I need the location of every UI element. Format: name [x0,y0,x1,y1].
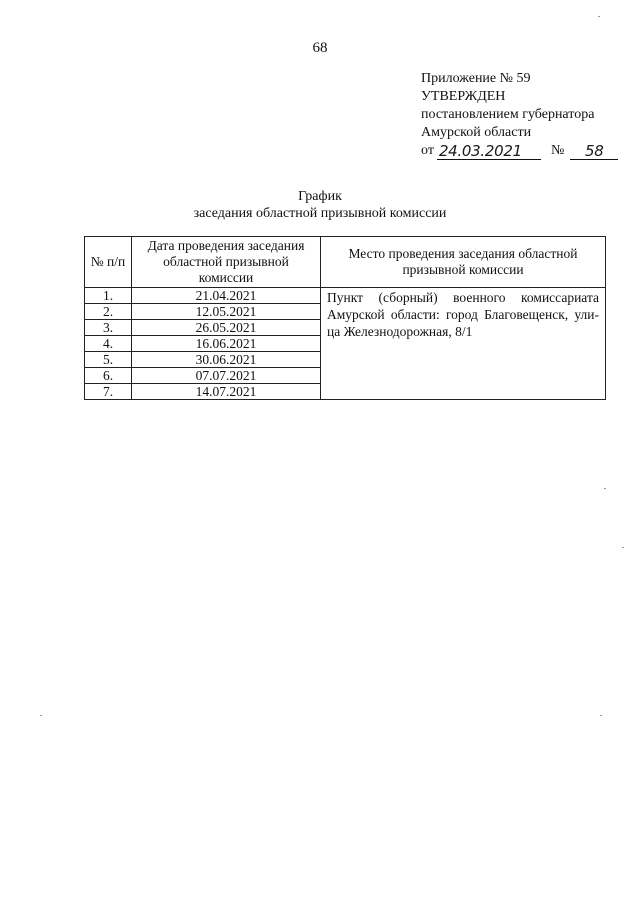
row-num: 3. [85,320,132,336]
date-number-line [421,142,618,160]
resolution-label: постановлением губернатора [421,107,595,122]
scan-speck [598,16,600,17]
row-num: 1. [85,288,132,304]
row-date: 26.05.2021 [132,320,321,336]
row-date: 14.07.2021 [132,384,321,400]
row-num: 6. [85,368,132,384]
header-place: Место проведения заседания областной призывной комиссии [321,237,606,288]
place-cell: Пункт (сборный) военного комиссариата Амурской области: город Благовещенск, ули-ца Железнодорожная, 8/1 [321,288,606,400]
table-header-row [85,237,606,288]
row-date: 30.06.2021 [132,352,321,368]
title-line-2: заседания областной призывной комиссии [193,206,447,221]
header-date: Дата проведения заседания областной призывной комиссии [132,237,321,288]
header-num: № п/п [85,237,132,288]
row-num: 5. [85,352,132,368]
page-number: 68 [312,40,328,56]
row-date: 12.05.2021 [132,304,321,320]
scan-speck [40,715,42,716]
scan-speck [622,547,624,548]
region-label: Амурской области [421,125,532,140]
scan-speck [600,715,602,716]
title-line-1: График [298,189,342,204]
handwritten-date: 24.03.2021 [437,143,541,160]
row-date: 16.06.2021 [132,336,321,352]
row-num: 4. [85,336,132,352]
row-num: 7. [85,384,132,400]
approved-label: УТВЕРЖДЕН [421,89,506,104]
row-date: 21.04.2021 [132,288,321,304]
row-date: 07.07.2021 [132,368,321,384]
schedule-table [84,236,606,400]
row-num: 2. [85,304,132,320]
handwritten-number: 58 [570,143,618,160]
appendix-label: Приложение № 59 [421,71,531,86]
document-title [0,188,640,222]
table-row [85,288,606,304]
approval-block [421,70,618,160]
number-label: № [550,143,565,158]
scan-speck [604,488,606,489]
from-label: от [421,143,434,158]
